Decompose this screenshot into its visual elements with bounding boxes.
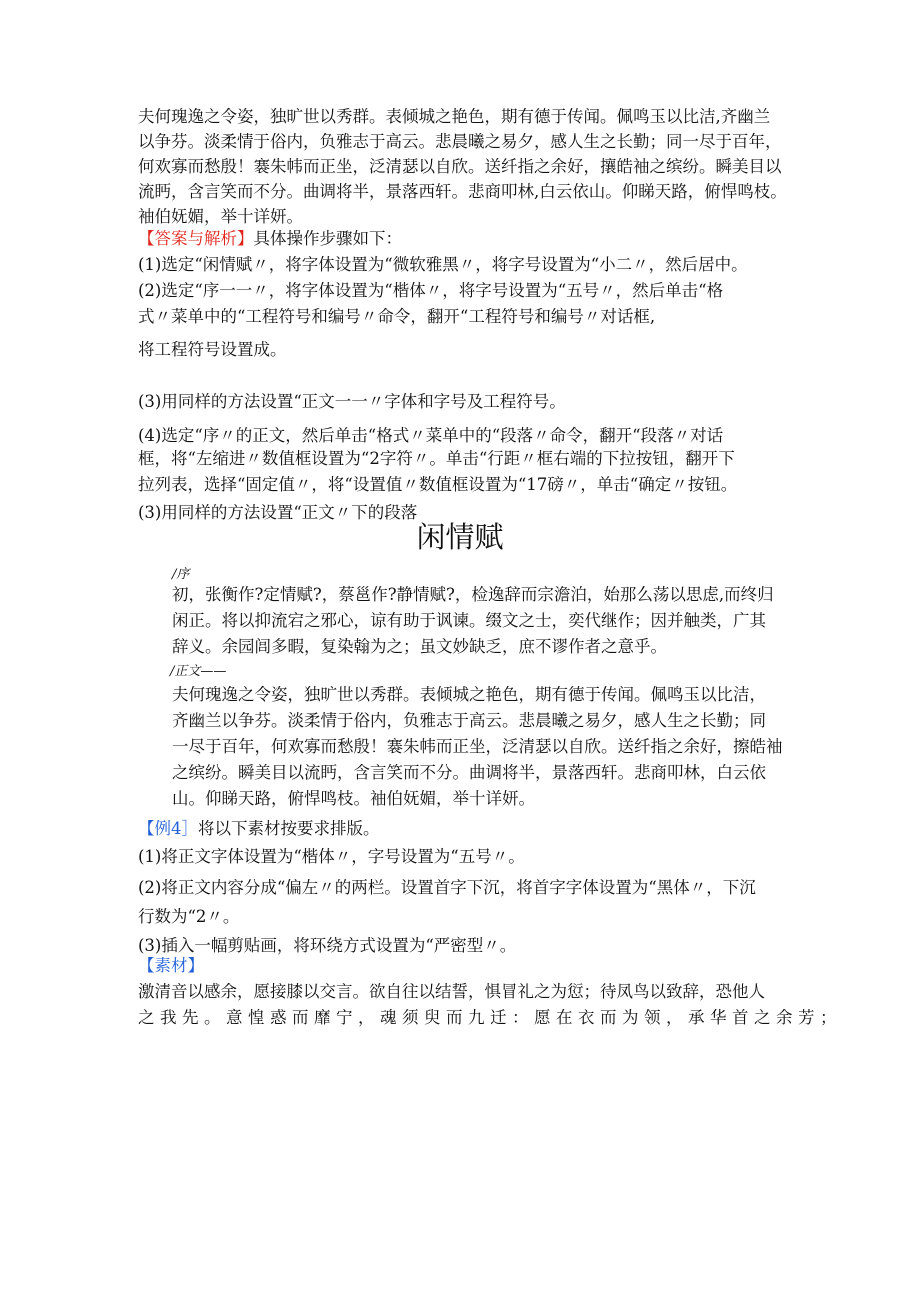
material-line: 之我先。意惶惑而靡宁，魂须臾而九迁：愿在衣而为领，承华首之余芳；	[138, 1008, 842, 1027]
intro-line: 流眄，含言笑而不分。曲调将半，景落西轩。悲商叩林,白云依山。仰睇天路，俯悍鸣枝。	[138, 182, 787, 201]
requirement-line: (1)将正文字体设置为“楷体〃，字号设置为“五号〃。	[138, 847, 525, 866]
example-4-section	[138, 816, 756, 962]
step-line: (4)选定“序〃的正文，然后单击“格式〃菜单中的“段落〃命令，翻开“段落〃对话	[138, 426, 724, 445]
answer-step-line: (2)选定“序一一〃，将字体设置为“楷体〃，将字号设置为“五号〃，然后单击“格	[138, 281, 724, 300]
step-line: (3)用同样的方法设置“正文一一〃字体和字号及工程符号。	[138, 392, 566, 411]
sample-title: 闲情赋	[416, 520, 504, 554]
intro-line: 夫何瑰逸之令姿，独旷世以秀群。表倾城之艳色，期有德于传闻。佩鸣玉以比洁,齐幽兰	[138, 107, 771, 126]
step-line: (3)用同样的方法设置“正文〃下的段落	[138, 503, 418, 522]
intro-paragraph	[138, 104, 787, 229]
answer-steps-continued	[138, 336, 737, 528]
example-4-label: 【例4］	[138, 819, 198, 838]
zhengwen-line: 一尽于百年，何欢寡而愁殷！褰朱帏而正坐，泛清瑟以自欣。送纤指之余好，擦皓袖	[172, 737, 783, 756]
xu-paragraph	[172, 582, 774, 660]
zhengwen-line: 之缤纷。瞬美目以流眄，含言笑而不分。曲调将半，景落西轩。悲商叩林，白云依	[172, 763, 766, 782]
example-4-intro: 将以下素材按要求排版。	[198, 819, 380, 838]
intro-line: 袖伯妩媚，举十详妍。	[138, 207, 303, 226]
material-label: 【素材】	[138, 956, 204, 975]
intro-line: 何欢寡而愁殷！褰朱帏而正坐，泛清瑟以自欣。送纤指之余好，攘皓袖之缤纷。瞬美目以	[138, 157, 782, 176]
answer-step-line: (1)选定“闲情赋〃，将字体设置为“微软雅黑〃，将字号设置为“小二〃，然后居中。	[138, 255, 748, 274]
xu-line: 闲正。将以抑流宕之邪心，谅有助于讽谏。缀文之士，奕代继作；因并触类，广其	[172, 611, 766, 630]
step-line: 拉列表，选择“固定值〃，将“设置值〃数值框设置为“17磅〃，单击“确定〃按钮。	[138, 475, 738, 494]
answer-step-line: 式〃菜单中的“工程符号和编号〃命令，翻开“工程符号和编号〃对话框,	[138, 307, 656, 326]
requirement-line: (2)将正文内容分成“偏左〃的两栏。设置首字下沉，将首字字体设置为“黑体〃，下沉	[138, 878, 756, 897]
answer-section	[138, 226, 748, 330]
answer-intro-text: 具体操作步骤如下：	[253, 229, 402, 248]
xu-line: 初，张衡作?定情赋?，蔡邕作?静情赋?，检逸辞而宗澹泊，始那么荡以思虑,而终归	[172, 585, 774, 604]
zhengwen-line: 山。仰睇天路，俯悍鸣枝。袖伯妩媚，举十详妍。	[172, 789, 535, 808]
material-line: 激清音以感余，愿接膝以交言。欲自往以结誓，惧冒礼之为愆；待凤鸟以致辞，恐他人	[138, 982, 765, 1001]
step-line: 框，将“左缩进〃数值框设置为“2字符〃。单击“行距〃框右端的下拉按钮，翻开下	[138, 449, 735, 468]
example-4-heading-line	[138, 816, 756, 842]
zhengwen-style-label: /正文——	[170, 664, 227, 679]
material-section	[138, 953, 842, 1031]
xu-line: 辞义。余园闾多暇，复染翰为之；虽文妙缺乏，庶不谬作者之意乎。	[172, 637, 667, 656]
requirement-line: (3)插入一幅剪贴画，将环绕方式设置为“严密型〃。	[138, 936, 517, 955]
requirement-line: 行数为“2〃。	[138, 907, 240, 926]
intro-line: 以争芬。淡柔情于俗内，负雅志于高云。悲晨曦之易夕，感人生之长勤；同一尽于百年，	[138, 132, 782, 151]
zhengwen-paragraph	[172, 682, 783, 812]
answer-heading-line	[138, 226, 748, 252]
zhengwen-line: 夫何瑰逸之令姿，独旷世以秀群。表倾城之艳色，期有德于传闻。佩鸣玉以比洁，	[172, 685, 766, 704]
zhengwen-line: 齐幽兰以争芬。淡柔情于俗内，负雅志于高云。悲晨曦之易夕，感人生之长勤；同	[172, 711, 766, 730]
xu-style-label: /序	[172, 567, 190, 582]
answer-label: 【答案与解析】	[138, 229, 254, 248]
step-line: 将工程符号设置成。	[138, 340, 287, 359]
